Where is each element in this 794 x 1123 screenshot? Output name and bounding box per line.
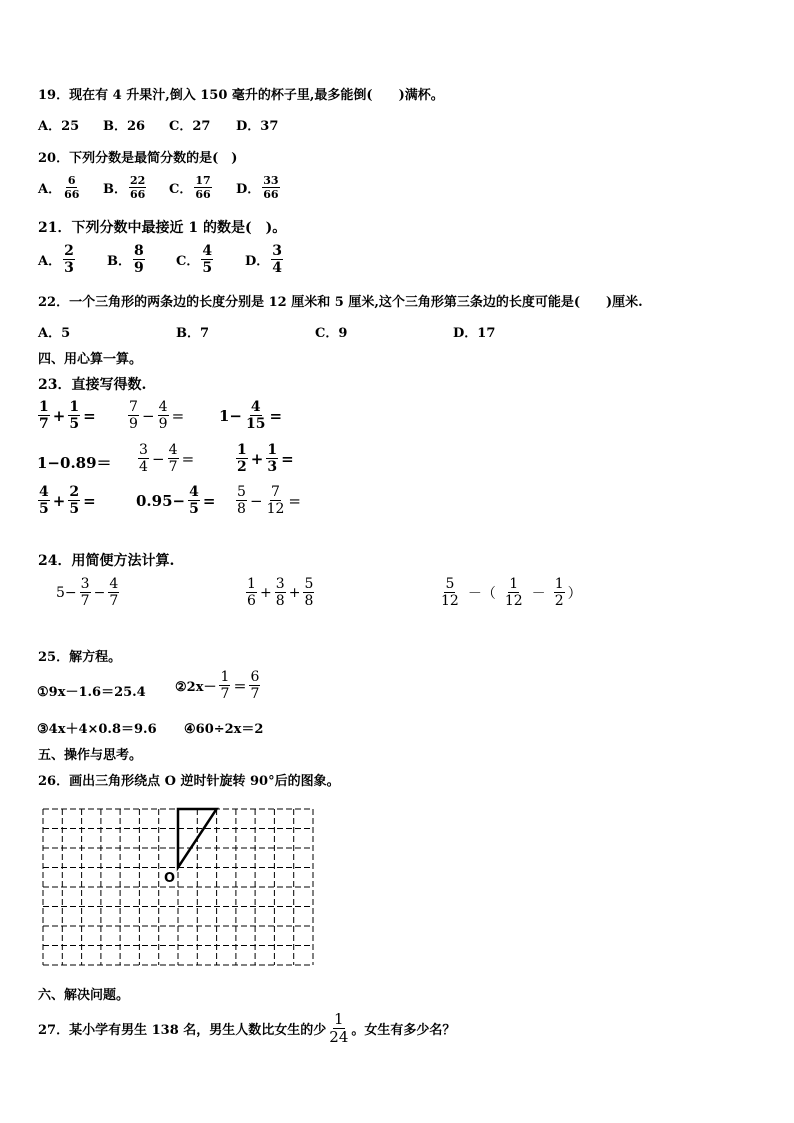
fraction [554,577,565,608]
q23-item-r1c1 [36,400,97,431]
numerator: 17 [195,174,211,187]
option-label: C． [169,182,193,197]
operator: + [52,491,66,510]
numerator: 3 [272,243,283,259]
denominator: 7 [39,416,49,432]
q21-option-c[interactable] [176,244,215,275]
q20-option-c[interactable] [169,175,214,200]
denominator: 5 [39,501,49,517]
denominator: 12 [504,593,523,609]
operator: + [260,584,272,601]
rotation-grid-figure [40,806,320,968]
equals-sign: = [202,491,216,510]
q27-text-after: 。女生有多少名？ [351,1023,456,1038]
denominator: 66 [64,188,80,201]
q21-option-d[interactable] [245,244,285,275]
q21-option-a[interactable] [38,244,77,275]
denominator: 5 [189,501,199,517]
q25-equation-2 [174,670,262,701]
q22-option-c[interactable]: C．9 [315,326,348,341]
fraction [236,443,248,474]
fraction [138,443,149,474]
fraction [129,175,146,200]
numerator: 4 [39,484,49,500]
fraction [194,175,211,200]
fraction [80,577,91,608]
numerator: 33 [263,174,279,187]
q27-text-before: 27．某小学有男生 138 名，男生人数比女生的少 [38,1023,327,1038]
fraction [68,400,80,431]
fraction [168,443,179,474]
q25-equation-3: ③4x＋4×0.8＝9.6 [37,722,157,737]
q23-item-r1c3 [218,400,283,431]
numerator: 3 [80,576,90,592]
denominator: 5 [69,416,80,432]
q24-expression-2 [244,577,316,608]
fraction [63,244,75,275]
denominator: 3 [267,459,278,475]
equals-sign: = [83,406,96,425]
fraction [245,400,266,431]
numerator: 22 [130,174,146,187]
fraction [275,577,286,608]
denominator: 7 [220,686,230,702]
fraction [133,244,145,275]
denominator: 66 [130,188,146,201]
q23-item-r3c1 [36,485,97,516]
denominator: 12 [266,501,285,517]
numerator: 2 [69,484,80,500]
fraction [38,485,50,516]
operator: − [250,491,263,510]
denominator: 7 [250,686,260,702]
equals-sign: = [269,406,283,425]
numerator: 1 [237,442,247,458]
option-label: D． [236,182,261,197]
fraction [63,175,80,200]
q24-expression-1 [55,577,121,608]
numerator: 2 [64,243,74,259]
operator: − [142,406,155,425]
denominator: 7 [80,593,90,609]
option-label: A． [38,254,62,269]
fraction [249,670,260,701]
fraction [262,175,279,200]
option-label: D． [245,254,270,269]
q23-item-r2c2 [136,443,195,474]
numerator: 1 [247,576,256,592]
denominator: 7 [109,593,119,609]
numerator: 4 [109,576,119,592]
denominator: 9 [129,416,138,432]
option-label: A． [38,182,62,197]
fraction [38,400,50,431]
numerator: 4 [168,442,178,458]
q20-option-d[interactable] [236,175,282,200]
fraction [108,577,119,608]
fraction [266,443,278,474]
operator: － [531,585,546,602]
fraction [128,400,139,431]
numerator: 7 [271,484,280,500]
numerator: 1 [220,669,230,685]
point-o-label: O [164,871,176,886]
q22-option-a[interactable]: A．5 [38,326,71,341]
q24-text: 24．用简便方法计算. [38,553,175,569]
denominator: 2 [237,459,247,475]
fraction [271,244,283,275]
fraction [266,485,286,516]
numerator: 5 [304,576,314,592]
q23-item-r1c2 [126,400,185,431]
operator: − [93,584,106,601]
equals-sign: = [288,491,301,510]
q21-option-b[interactable] [107,244,147,275]
closing-paren: ） [567,585,582,602]
denominator: 7 [168,459,178,475]
numerator: 1 [69,399,80,415]
denominator: 8 [237,501,246,517]
q25-equation-4: ④60÷2x＝2 [184,722,264,737]
equals-sign: ＝ [233,680,247,695]
numerator: 3 [139,442,148,458]
q22-option-b[interactable]: B．7 [176,326,210,341]
denominator: 3 [64,260,74,276]
numerator: 5 [237,484,246,500]
denominator: 4 [272,260,283,276]
q23-text: 23．直接写得数. [38,377,147,393]
denominator: 8 [275,593,285,609]
equals-sign: = [181,449,195,468]
denominator: 66 [195,188,211,201]
q22-option-d[interactable]: D．17 [453,326,496,341]
fraction [504,577,524,608]
denominator: 9 [134,260,144,276]
denominator: 15 [246,416,266,432]
numerator: 6 [250,669,260,685]
numerator: 3 [275,576,285,592]
numerator: 4 [250,399,261,415]
q20-option-a[interactable] [38,175,82,200]
q23-item-r2c3 [234,443,295,474]
q23-item-r2c1: 1−0.89＝ [37,454,112,472]
fraction [236,485,247,516]
fraction [201,244,213,275]
denominator: 2 [554,593,564,609]
fraction [158,400,169,431]
denominator: 5 [202,260,213,276]
q25-text: 25．解方程。 [38,650,122,665]
denominator: 9 [158,416,168,432]
option-label: C． [176,254,200,269]
fraction [188,485,200,516]
fraction [246,577,257,608]
operator: + [250,449,264,468]
numerator: 4 [189,484,199,500]
numerator: 1 [39,399,49,415]
denominator: 66 [263,188,279,201]
section-6-heading: 六、解决问题。 [38,988,130,1003]
fraction [440,577,460,608]
option-label: B． [103,182,127,197]
numerator: 1 [509,576,519,592]
q25-equation-1: ①9x－1.6＝25.4 [37,685,146,700]
equals-sign: = [83,491,96,510]
equals-sign: = [281,449,294,468]
expression-prefix: 5− [56,584,77,601]
fraction [303,577,314,608]
q26-text: 26．画出三角形绕点 O 逆时针旋转 90°后的图象。 [38,774,340,789]
q24-expression-3 [438,577,583,608]
q19-text: 19．现在有 4 升果汁,倒入 150 毫升的杯子里,最多能倒( )满杯。 [38,88,444,103]
denominator: 24 [329,1028,349,1046]
fraction [68,485,80,516]
denominator: 4 [139,459,148,475]
expression-prefix: ②2x－ [175,680,217,695]
fraction [328,1012,349,1045]
denominator: 5 [69,501,80,517]
denominator: 8 [304,593,314,609]
operator: + [288,584,301,601]
numerator: 7 [129,399,138,415]
q23-item-r3c2 [135,485,216,516]
option-label: B． [107,254,131,269]
numerator: 1 [334,1010,344,1028]
numerator: 1 [554,576,564,592]
expression-prefix: 1− [219,406,243,425]
q19-option-d[interactable]: D．37 [236,119,279,134]
operator: − [152,449,165,468]
denominator: 6 [247,593,256,609]
denominator: 12 [441,593,459,609]
section-4-heading: 四、用心算一算。 [38,352,143,367]
section-5-heading: 五、操作与思考。 [38,748,143,763]
q19-option-b[interactable]: B．26 [103,119,146,134]
equals-sign: = [171,406,185,425]
q19-option-c[interactable]: C．27 [169,119,211,134]
fraction [219,670,230,701]
numerator: 1 [267,442,278,458]
q20-option-b[interactable] [103,175,148,200]
q21-text: 21．下列分数中最接近 1 的数是( )。 [38,220,287,236]
numerator: 5 [445,576,455,592]
numerator: 4 [158,399,168,415]
numerator: 6 [67,174,76,187]
q23-item-r3c3 [234,485,302,516]
q27-text [38,1012,455,1045]
numerator: 4 [202,243,213,259]
q20-text: 20．下列分数是最简分数的是( ) [38,151,238,166]
q22-text: 22．一个三角形的两条边的长度分别是 12 厘米和 5 厘米,这个三角形第三条边的长度可能是( )厘米. [38,295,643,310]
operator: －（ [467,585,496,602]
expression-prefix: 0.95− [136,491,186,510]
q19-option-a[interactable]: A．25 [38,119,80,134]
numerator: 8 [134,243,144,259]
operator: + [52,406,66,425]
